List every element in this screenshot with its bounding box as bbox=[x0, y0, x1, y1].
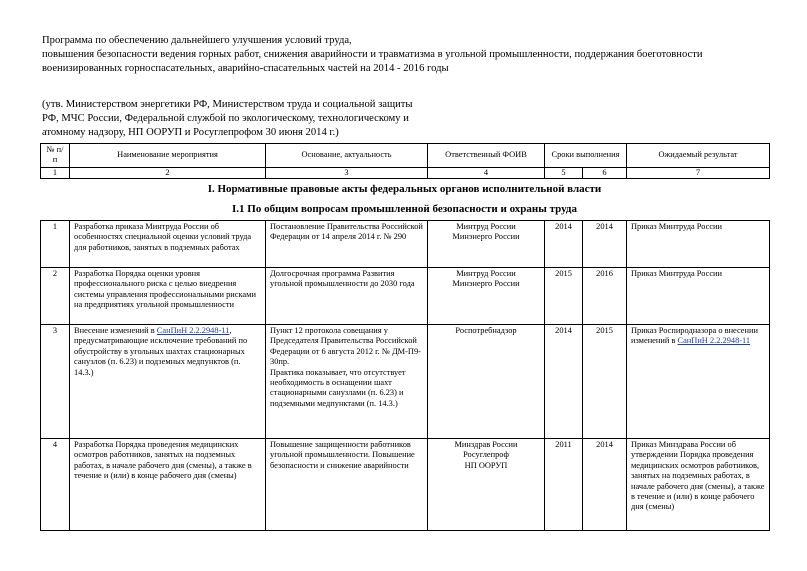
table-row bbox=[41, 268, 770, 325]
title-line: военизированных горноспасательных, аварийно-спасательных частей на 2014 - 2016 годы bbox=[42, 63, 449, 74]
header-num: № п/п bbox=[41, 144, 70, 168]
row-end-year: 2015 bbox=[583, 325, 627, 439]
row-name-text: Внесение изменений в bbox=[74, 326, 157, 335]
row-basis bbox=[266, 325, 428, 439]
responsible-org: Минтруд России bbox=[456, 269, 516, 278]
sanpin-link[interactable]: СанПиН 2.2.2948-11 bbox=[677, 336, 751, 346]
row-basis: Долгосрочная программа Развития угольной промышленности до 2030 года bbox=[266, 268, 428, 325]
title-line: повышения безопасности ведения горных работ, снижения аварийности и травматизма в угольной промышленности, поддержания боеготовности bbox=[42, 49, 703, 60]
approval-line: (утв. Министерством энергетики РФ, Министерством труда и социальной защиты bbox=[42, 99, 413, 110]
responsible-org: Минтруд России bbox=[456, 222, 516, 231]
basis-text: Пункт 12 протокола совещания у Председателя Правительства Российской Федерации от 6 августа 2012 г. № ДМ-П9-30пр. bbox=[270, 326, 421, 367]
row-start-year: 2011 bbox=[545, 439, 583, 531]
row-start-year: 2015 bbox=[545, 268, 583, 325]
table-row bbox=[41, 439, 770, 531]
column-number: 1 bbox=[41, 167, 70, 178]
header-result: Ожидаемый результат bbox=[627, 144, 770, 168]
column-number: 4 bbox=[428, 167, 545, 178]
subsection-title: I.1 По общим вопросам промышленной безопасности и охраны труда bbox=[232, 203, 577, 215]
row-responsible bbox=[428, 439, 545, 531]
row-start-year: 2014 bbox=[545, 221, 583, 268]
table-header bbox=[40, 143, 770, 179]
row-basis: Повышение защищенности работников угольной промышленности. Повышение безопасности и снижение аварийности bbox=[266, 439, 428, 531]
header-basis: Основание, актуальность bbox=[266, 144, 428, 168]
header-name: Наименование мероприятия bbox=[70, 144, 266, 168]
row-num: 1 bbox=[41, 221, 70, 268]
row-name: Разработка Порядка проведения медицинских осмотров работников, занятых на подземных работах, в начале рабочего дня (смены), а также в течение и (или) в конце рабочего дня (смены) bbox=[70, 439, 266, 531]
basis-text: Практика показывает, что отсутствует необходимость в оснащении шахт стационарными санузлами (п. 6.23) и подземными медпунктами (п. 14.3.) bbox=[270, 367, 406, 408]
column-number: 5 bbox=[545, 167, 583, 178]
row-start-year: 2014 bbox=[545, 325, 583, 439]
column-number: 6 bbox=[583, 167, 627, 178]
column-number: 2 bbox=[70, 167, 266, 178]
title-line: Программа по обеспечению дальнейшего улучшения условий труда, bbox=[42, 35, 352, 46]
responsible-org: Роспотребнадзор bbox=[455, 326, 517, 335]
section-title: I. Нормативные правовые акты федеральных органов исполнительной власти bbox=[207, 183, 602, 195]
row-end-year: 2016 bbox=[583, 268, 627, 325]
sanpin-link[interactable]: СанПиН 2.2.2948-11 bbox=[156, 326, 230, 335]
approval-line: РФ, МЧС России, Федеральной службой по экологическому, технологическому и bbox=[42, 113, 409, 124]
row-basis: Постановление Правительства Российской Федерации от 14 апреля 2014 г. № 290 bbox=[266, 221, 428, 268]
row-name: Разработка Порядка оценки уровня профессионального риска с целью внедрения системы управления профессиональными рисками на предприятиях угольной промышленности bbox=[70, 268, 266, 325]
header-responsible: Ответственный ФОИВ bbox=[428, 144, 545, 168]
approval-note bbox=[42, 98, 782, 140]
table-row bbox=[41, 325, 770, 439]
row-responsible bbox=[428, 268, 545, 325]
row-name bbox=[70, 325, 266, 439]
row-result: Приказ Минтруда России bbox=[627, 268, 770, 325]
responsible-org: Росуглепроф bbox=[463, 450, 509, 460]
table-row bbox=[41, 221, 770, 268]
row-result-text: Приказ Роспиродназора о внесении изменений в bbox=[631, 326, 758, 346]
measures-table bbox=[40, 220, 770, 531]
row-num: 3 bbox=[41, 325, 70, 439]
responsible-org: Минздрав России bbox=[454, 440, 518, 449]
row-name-text: , предусматривающие исключение требований по обустройству в угольных шахтах стационарных санузлов (п. 6.23) и подземных медпунктов (п. 14.3.) bbox=[74, 326, 248, 377]
row-num: 4 bbox=[41, 439, 70, 531]
responsible-org: НП ООРУП bbox=[464, 460, 508, 470]
row-responsible bbox=[428, 221, 545, 268]
approval-line: атомному надзору, НП ООРУП и Росуглепрофом 30 июня 2014 г.) bbox=[42, 127, 339, 138]
document-title bbox=[42, 34, 782, 76]
responsible-org: Минэнерго России bbox=[452, 279, 520, 289]
row-responsible bbox=[428, 325, 545, 439]
row-name: Разработка приказа Минтруда России об особенностях специальной оценки условий труда для работников, занятых в подземных работах bbox=[70, 221, 266, 268]
row-end-year: 2014 bbox=[583, 439, 627, 531]
responsible-org: Минэнерго России bbox=[452, 232, 520, 242]
row-result: Приказ Минтруда России bbox=[627, 221, 770, 268]
column-number: 7 bbox=[627, 167, 770, 178]
row-result: Приказ Минздрава России об утверждении Порядка проведения медицинских осмотров работников, занятых на подземных работах, в начале рабочего дня (смены), а также в течение и (или) в конце рабочего дня (смены) bbox=[627, 439, 770, 531]
header-deadlines: Сроки выполнения bbox=[545, 144, 627, 168]
row-num: 2 bbox=[41, 268, 70, 325]
row-result bbox=[627, 325, 770, 439]
row-end-year: 2014 bbox=[583, 221, 627, 268]
column-number: 3 bbox=[266, 167, 428, 178]
